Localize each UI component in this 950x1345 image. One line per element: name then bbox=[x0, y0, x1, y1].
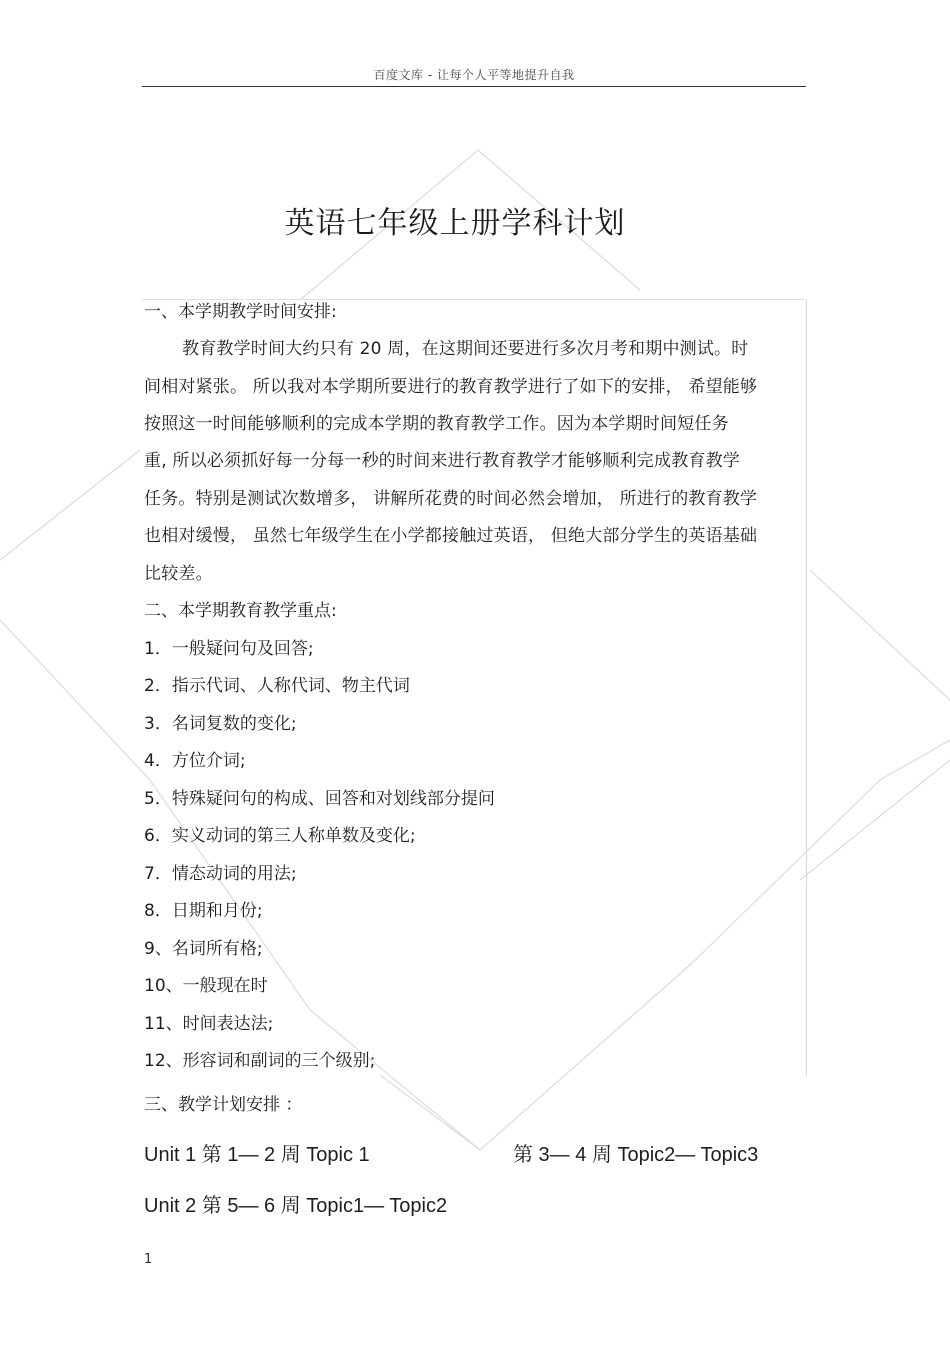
list-item: 6．实义动词的第三人称单数及变化; bbox=[144, 826, 416, 846]
section-heading-schedule: 三、教学计划安排 ： bbox=[144, 1095, 303, 1115]
table-top-border bbox=[142, 299, 806, 300]
list-item: 12、形容词和副词的三个级别; bbox=[144, 1051, 376, 1071]
paragraph-line: 比较差。 bbox=[144, 564, 213, 584]
schedule-cell-left: Unit 1 第 1— 2 周 Topic 1 bbox=[144, 1144, 370, 1166]
list-item: 9、名词所有格; bbox=[144, 939, 263, 959]
paragraph-line: 任务。特别是测试次数增多， 讲解所花费的时间必然会增加， 所进行的教育教学 bbox=[144, 489, 758, 509]
list-item: 4．方位介词; bbox=[144, 751, 246, 771]
list-item: 2．指示代词、人称代词、物主代词 bbox=[144, 676, 410, 696]
paragraph-line: 重, 所以必须抓好每一分每一秒的时间来进行教育教学才能够顺利完成教育教学 bbox=[144, 451, 741, 471]
paragraph-line: 教育教学时间大约只有 20 周，在这期间还要进行多次月考和期中测试。时 bbox=[182, 339, 749, 359]
list-item: 5．特殊疑问句的构成、回答和对划线部分提问 bbox=[144, 789, 495, 809]
document-title: 英语七年级上册学科计划 bbox=[284, 206, 626, 241]
list-item: 1．一般疑问句及回答; bbox=[144, 639, 314, 659]
table-right-border bbox=[806, 300, 807, 1075]
schedule-cell-right: 第 3— 4 周 Topic2— Topic3 bbox=[513, 1144, 759, 1166]
paragraph-line: 按照这一时间能够顺利的完成本学期的教育教学工作。因为本学期时间短任务 bbox=[144, 414, 729, 434]
section-heading-time: 一、本学期教学时间安排: bbox=[144, 302, 337, 322]
page-number: 1 bbox=[144, 1252, 153, 1267]
list-item: 7．情态动词的用法; bbox=[144, 864, 297, 884]
list-item: 8．日期和月份; bbox=[144, 901, 263, 921]
list-item: 11、时间表达法; bbox=[144, 1014, 274, 1034]
paragraph-line: 也相对缓慢， 虽然七年级学生在小学都接触过英语， 但绝大部分学生的英语基础 bbox=[144, 526, 758, 546]
paragraph-line: 间相对紧张。 所以我对本学期所要进行的教育教学进行了如下的安排， 希望能够 bbox=[144, 377, 758, 397]
section-heading-focus: 二、本学期教育教学重点: bbox=[144, 601, 337, 621]
page-header: 百度文库 - 让每个人平等地提升自我 bbox=[373, 68, 575, 82]
header-divider bbox=[142, 86, 806, 87]
schedule-cell-left: Unit 2 第 5— 6 周 Topic1— Topic2 bbox=[144, 1195, 448, 1217]
list-item: 10、一般现在时 bbox=[144, 976, 268, 996]
list-item: 3．名词复数的变化; bbox=[144, 714, 297, 734]
